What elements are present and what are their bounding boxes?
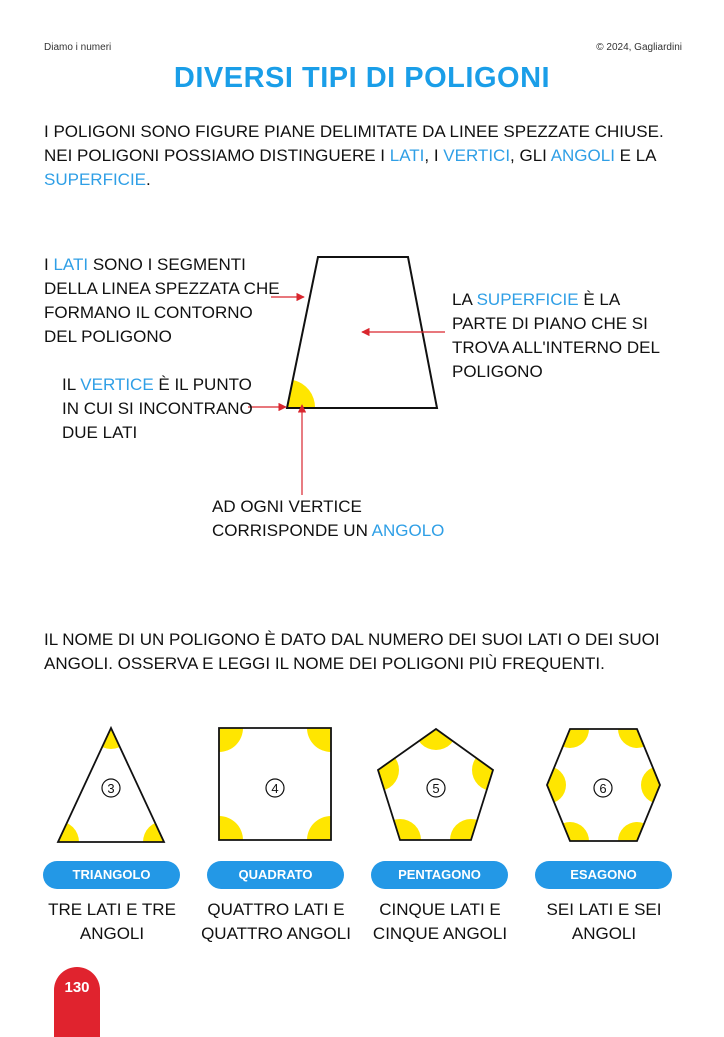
- term-superficie: SUPERFICIE: [44, 170, 147, 189]
- header-left: Diamo i numeri: [44, 42, 112, 53]
- pill-esagono: ESAGONO: [535, 861, 672, 889]
- label-vertice: IL VERTICE È IL PUNTO IN CUI SI INCONTRANO DUE LATI: [62, 375, 253, 442]
- pill-quadrato: QUADRATO: [207, 861, 344, 889]
- count-triangle: 3: [107, 781, 115, 796]
- label-angolo: AD OGNI VERTICE CORRISPONDE UN ANGOLO: [212, 497, 445, 540]
- intro-line-2: NEI POLIGONI POSSIAMO DISTINGUERE I LATI, I VERTICI, GLI ANGOLI E LA: [44, 146, 657, 165]
- term-vertici: VERTICI: [443, 146, 511, 165]
- label-superficie: LA SUPERFICIE È LA PARTE DI PIANO CHE SI TROVA ALL'INTERNO DEL POLIGONO: [452, 290, 660, 381]
- caption-pentagono: CINQUE LATI E CINQUE ANGOLI: [372, 900, 508, 943]
- term-lati: LATI: [389, 146, 425, 165]
- names-paragraph: IL NOME DI UN POLIGONO È DATO DAL NUMERO DEI SUOI LATI O DEI SUOI ANGOLI. OSSERVA E LEGGI IL NOME DEI POLIGONI PIÙ FREQUENTI.: [44, 630, 660, 673]
- count-pentagon: 5: [432, 781, 440, 796]
- page-title: DIVERSI TIPI DI POLIGONI: [173, 62, 551, 94]
- intro-line-1: I POLIGONI SONO FIGURE PIANE DELIMITATE DA LINEE SPEZZATE CHIUSE.: [44, 122, 664, 141]
- caption-quadrato: QUATTRO LATI E QUATTRO ANGOLI: [201, 900, 351, 943]
- intro-line-3: SUPERFICIE.: [44, 170, 151, 189]
- label-lati: I LATI SONO I SEGMENTI DELLA LINEA SPEZZATA CHE FORMANO IL CONTORNO DEL POLIGONO: [44, 255, 280, 346]
- caption-triangolo: TRE LATI E TRE ANGOLI: [48, 900, 176, 943]
- caption-esagono: SEI LATI E SEI ANGOLI: [546, 900, 662, 943]
- page-number: 130: [54, 967, 100, 1037]
- header-right: © 2024, Gagliardini: [596, 42, 682, 53]
- pill-triangolo: TRIANGOLO: [43, 861, 180, 889]
- count-square: 4: [271, 781, 279, 796]
- count-hexagon: 6: [599, 781, 607, 796]
- pill-pentagono: PENTAGONO: [371, 861, 508, 889]
- term-angoli: ANGOLI: [550, 146, 615, 165]
